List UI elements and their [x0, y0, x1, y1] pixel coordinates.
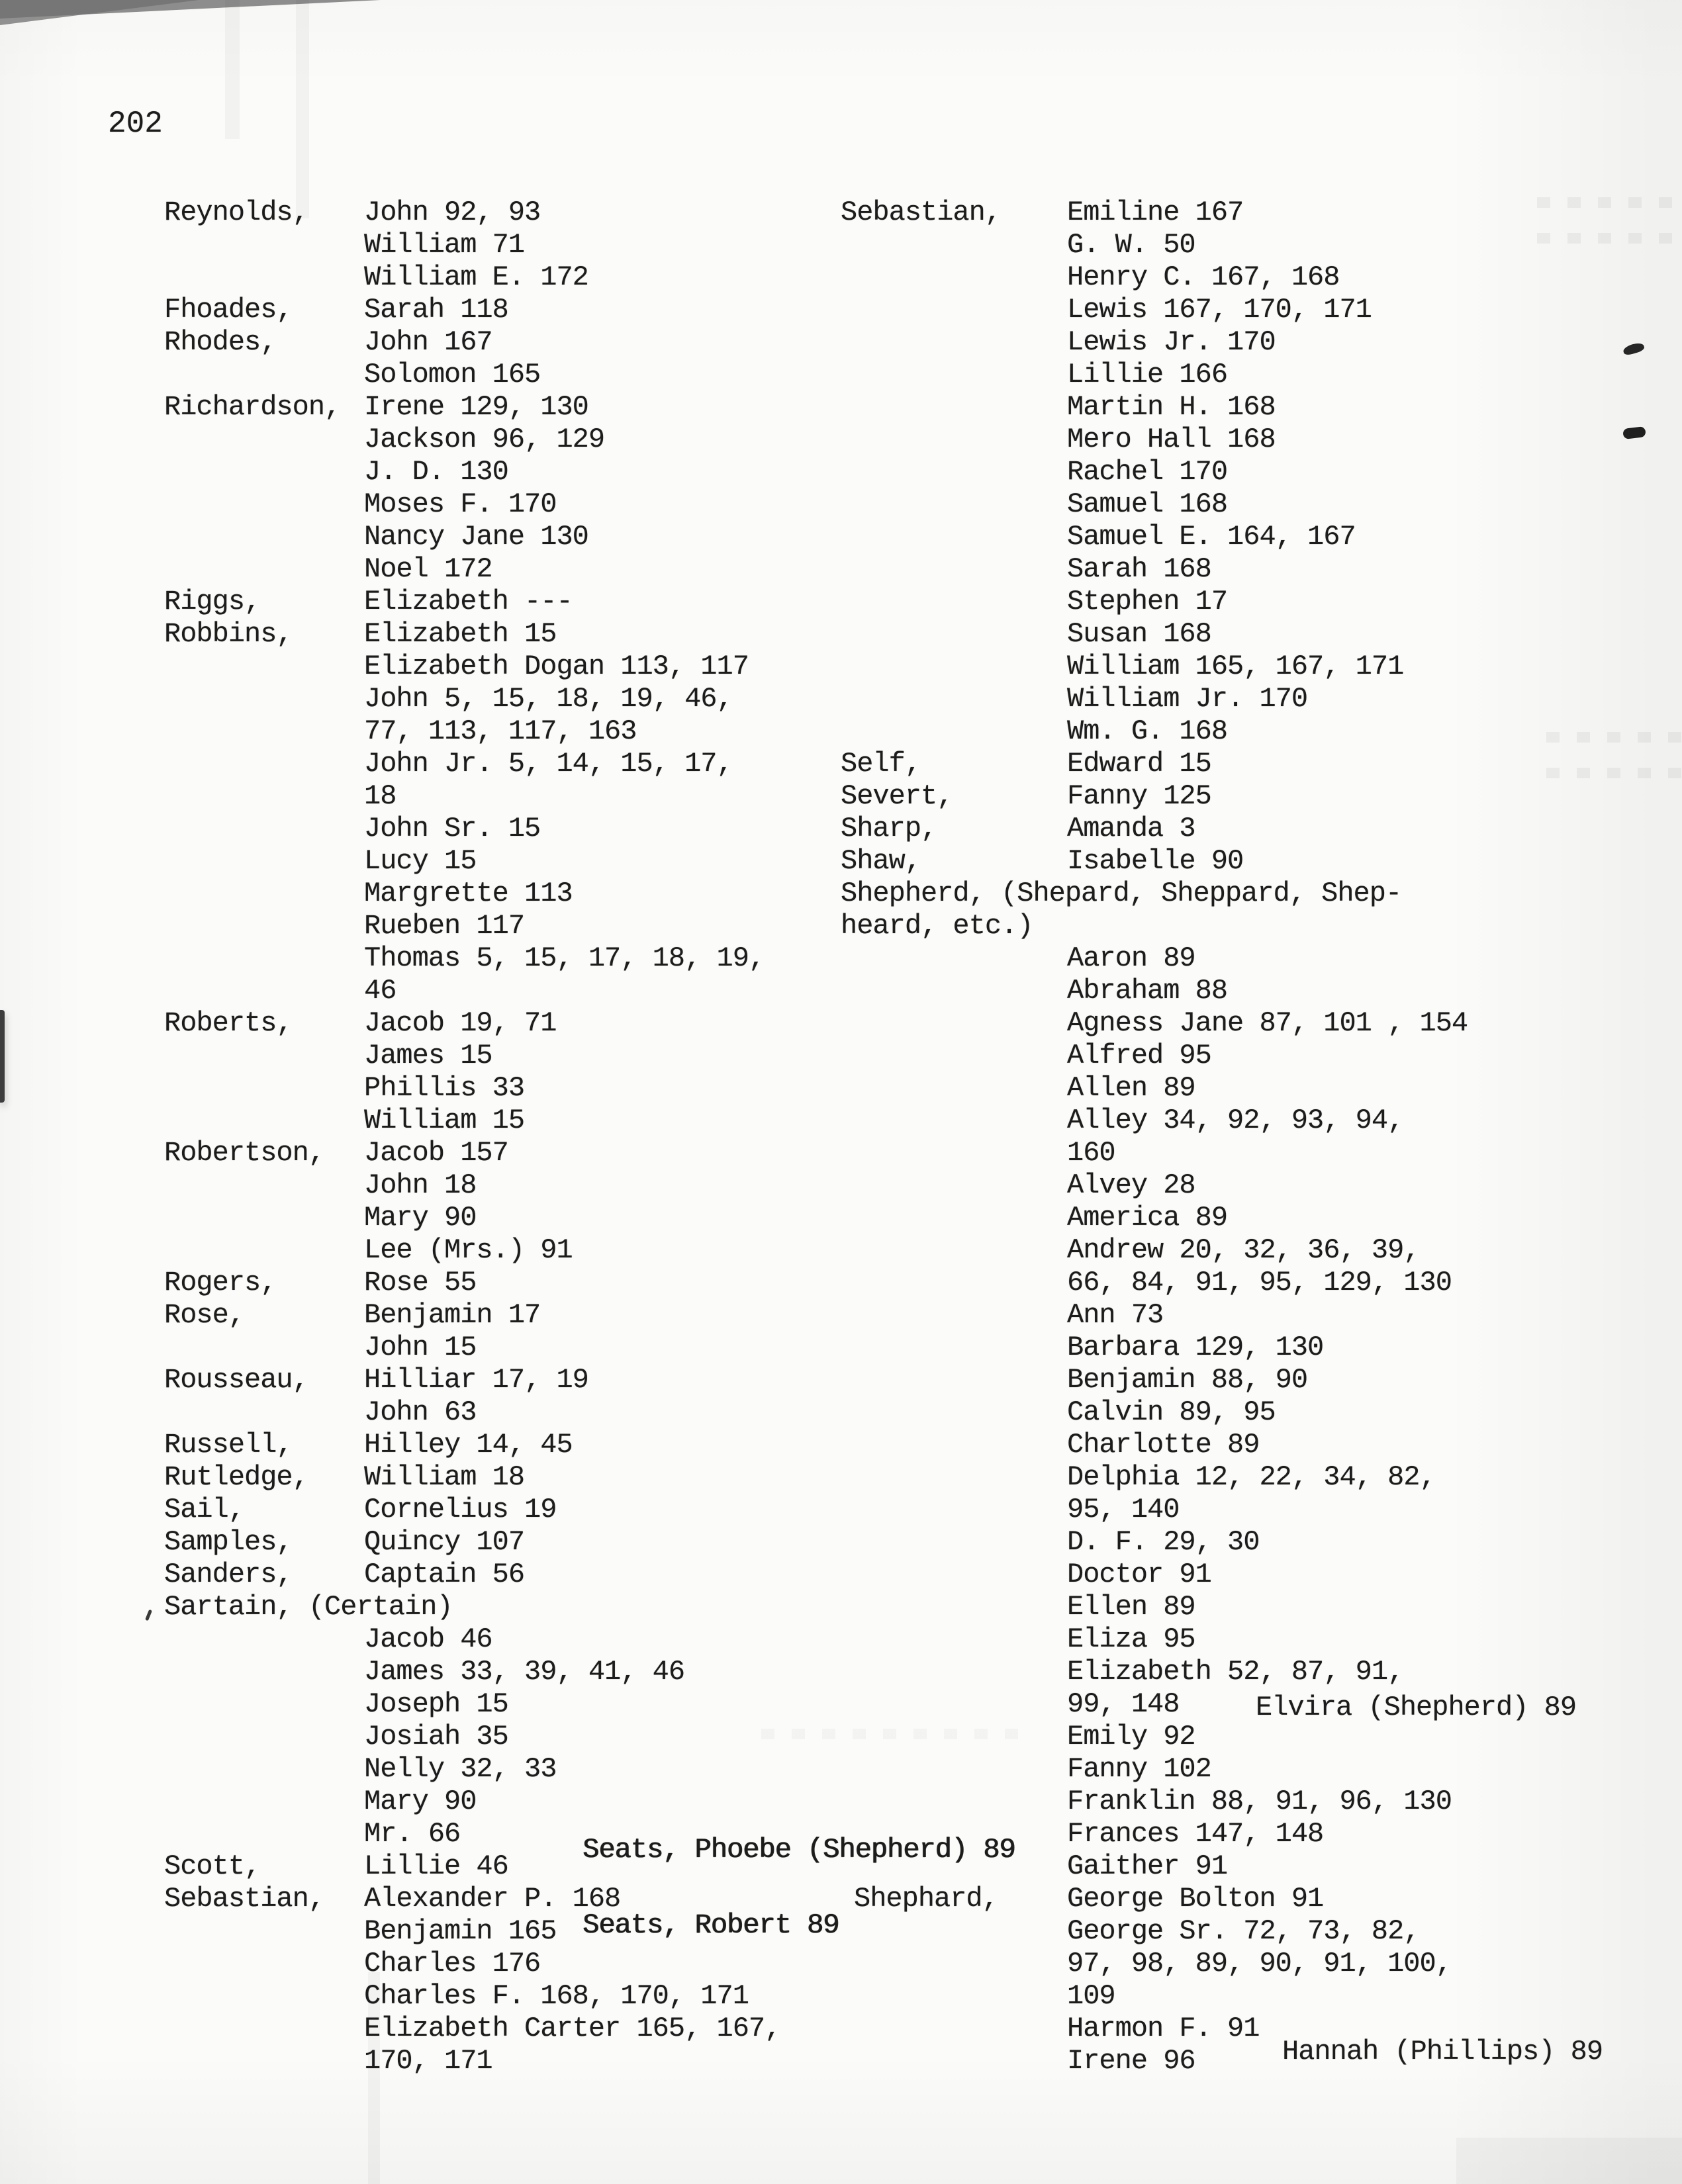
- given-names-cell: John 92, 93: [364, 197, 541, 228]
- given-names-cell: Agness Jane 87, 101 , 154: [1067, 1007, 1468, 1039]
- index-row: [164, 910, 826, 942]
- given-names-cell: Fanny 125: [1067, 780, 1211, 812]
- given-names-cell: Fanny 102: [1067, 1753, 1211, 1785]
- index-row: [164, 1040, 826, 1072]
- given-names-cell: Joseph 15: [364, 1688, 508, 1720]
- index-row: [164, 1234, 826, 1267]
- surname-cell: Russell,: [164, 1429, 293, 1461]
- index-row: [164, 229, 826, 261]
- index-row: [164, 878, 826, 910]
- index-row: [841, 1656, 1635, 1688]
- surname-cell: Sartain, (Certain): [164, 1591, 453, 1623]
- given-names-cell: Elizabeth Dogan 113, 117: [364, 651, 749, 682]
- index-row: [841, 651, 1635, 683]
- given-names-cell: Sarah 118: [364, 294, 508, 326]
- surname-cell: Rose,: [164, 1299, 245, 1331]
- given-names-cell: G. W. 50: [1067, 229, 1195, 261]
- index-row: [841, 878, 1635, 910]
- index-row: [841, 1040, 1635, 1072]
- given-names-cell: Elizabeth Carter 165, 167,: [364, 2013, 781, 2044]
- index-row: [841, 553, 1635, 586]
- given-names-cell: John Sr. 15: [364, 813, 541, 844]
- index-row: [841, 1105, 1635, 1137]
- index-row: [164, 586, 826, 618]
- index-row: [841, 1396, 1635, 1429]
- index-row: [841, 1267, 1635, 1299]
- surname-cell: Sebastian,: [164, 1883, 325, 1915]
- given-names-cell: Edward 15: [1067, 748, 1211, 780]
- given-names-cell: Jackson 96, 129: [364, 424, 605, 455]
- given-names-cell: John 63: [364, 1396, 477, 1428]
- given-names-cell: James 15: [364, 1040, 492, 1071]
- index-row: [164, 2013, 826, 2045]
- given-names-cell: Abraham 88: [1067, 975, 1228, 1007]
- index-row: [164, 1688, 826, 1721]
- surname-cell: Riggs,: [164, 586, 261, 617]
- given-names-cell: Elizabeth 15: [364, 618, 557, 650]
- index-row: [164, 1494, 826, 1526]
- given-names-cell: Alvey 28: [1067, 1169, 1195, 1201]
- index-row: [841, 1559, 1635, 1591]
- given-names-cell: 99, 148: [1067, 1688, 1180, 1720]
- scan-artifact-top-wedge-dark: [0, 0, 199, 25]
- index-row: [841, 1623, 1635, 1656]
- given-names-cell: 97, 98, 89, 90, 91, 100,: [1067, 1948, 1452, 1979]
- index-row: [164, 780, 826, 813]
- index-row: [164, 197, 826, 229]
- index-row: [164, 1753, 826, 1786]
- surname-cell: Robbins,: [164, 618, 293, 650]
- given-names-cell: America 89: [1067, 1202, 1228, 1234]
- given-names-cell: Barbara 129, 130: [1067, 1332, 1324, 1363]
- given-names-cell: John 167: [364, 326, 492, 358]
- index-row: [841, 1980, 1635, 2013]
- index-row: [164, 1202, 826, 1234]
- surname-cell: Rogers,: [164, 1267, 277, 1298]
- given-names-cell: Mr. 66: [364, 1818, 461, 1850]
- given-names-cell: Isabelle 90: [1067, 845, 1244, 877]
- given-names-cell: Amanda 3: [1067, 813, 1195, 844]
- index-row: [164, 1396, 826, 1429]
- given-names-cell: Phillis 33: [364, 1072, 525, 1104]
- given-names-cell: Calvin 89, 95: [1067, 1396, 1276, 1428]
- surname-cell: Rutledge,: [164, 1461, 308, 1493]
- elvira-insert: Elvira (Shepherd) 89: [1256, 1692, 1577, 1723]
- scan-artifact-left-edge-mark: [0, 1010, 5, 1103]
- given-names-cell: Rueben 117: [364, 910, 525, 942]
- given-names-cell: Benjamin 165: [364, 1915, 557, 1947]
- given-names-cell: 170, 171: [364, 2045, 492, 2077]
- index-row: [164, 618, 826, 651]
- index-row: [841, 261, 1635, 294]
- given-names-cell: Lewis 167, 170, 171: [1067, 294, 1372, 326]
- given-names-cell: Moses F. 170: [364, 488, 557, 520]
- index-row: [841, 910, 1635, 942]
- given-names-cell: Wm. G. 168: [1067, 715, 1228, 747]
- index-row: [841, 456, 1635, 488]
- given-names-cell: Noel 172: [364, 553, 492, 585]
- surname-cell: Shephard,: [854, 1883, 998, 1915]
- index-row: [841, 1461, 1635, 1494]
- given-names-cell: Susan 168: [1067, 618, 1211, 650]
- index-row: [841, 521, 1635, 553]
- index-row: [841, 845, 1635, 878]
- index-row: [841, 197, 1635, 229]
- index-row: [164, 715, 826, 748]
- given-names-cell: Allen 89: [1067, 1072, 1195, 1104]
- index-row: [841, 1429, 1635, 1461]
- given-names-cell: 109: [1067, 1980, 1115, 2012]
- index-row: [841, 618, 1635, 651]
- given-names-cell: Josiah 35: [364, 1721, 508, 1752]
- given-names-cell: Nelly 32, 33: [364, 1753, 557, 1785]
- index-row: [841, 1721, 1635, 1753]
- given-names-cell: Samuel 168: [1067, 488, 1228, 520]
- given-names-cell: 77, 113, 117, 163: [364, 715, 637, 747]
- index-row: [841, 1007, 1635, 1040]
- given-names-cell: Irene 96: [1067, 2045, 1195, 2077]
- index-row: [164, 1591, 826, 1623]
- given-names-cell: Nancy Jane 130: [364, 521, 588, 553]
- index-row: [841, 1234, 1635, 1267]
- index-row: [164, 521, 826, 553]
- given-names-cell: Thomas 5, 15, 17, 18, 19,: [364, 942, 765, 974]
- seats-insert-line: Seats, Phoebe (Shepherd) 89: [583, 1834, 1015, 1866]
- surname-cell: Fhoades,: [164, 294, 293, 326]
- hannah-insert: Hannah (Phillips) 89: [1282, 2036, 1603, 2068]
- surname-cell: Roberts,: [164, 1007, 293, 1039]
- surname-cell: Shaw,: [841, 845, 921, 877]
- index-row: [164, 326, 826, 359]
- given-names-cell: D. F. 29, 30: [1067, 1526, 1260, 1558]
- surname-cell: Severt,: [841, 780, 953, 812]
- given-names-cell: William Jr. 170: [1067, 683, 1308, 715]
- given-names-cell: William E. 172: [364, 261, 588, 293]
- surname-cell: Rhodes,: [164, 326, 277, 358]
- index-row: [164, 1623, 826, 1656]
- given-names-cell: Henry C. 167, 168: [1067, 261, 1340, 293]
- given-names-cell: Doctor 91: [1067, 1559, 1211, 1590]
- given-names-cell: William 71: [364, 229, 525, 261]
- given-names-cell: 18: [364, 780, 397, 812]
- index-row: [164, 553, 826, 586]
- given-names-cell: Eliza 95: [1067, 1623, 1195, 1655]
- given-names-cell: William 15: [364, 1105, 525, 1136]
- index-row: [164, 359, 826, 391]
- surname-cell: Sebastian,: [841, 197, 1002, 228]
- index-row: [841, 424, 1635, 456]
- given-names-cell: Lillie 166: [1067, 359, 1228, 390]
- index-row: [164, 488, 826, 521]
- index-row: [841, 1591, 1635, 1623]
- given-names-cell: Sarah 168: [1067, 553, 1211, 585]
- given-names-cell: John 15: [364, 1332, 477, 1363]
- index-row: [164, 813, 826, 845]
- index-row: [164, 1105, 826, 1137]
- given-names-cell: Rachel 170: [1067, 456, 1228, 488]
- scan-artifact-stray-tick: [145, 1610, 152, 1621]
- given-names-cell: Charlotte 89: [1067, 1429, 1260, 1461]
- given-names-cell: Delphia 12, 22, 34, 82,: [1067, 1461, 1436, 1493]
- index-row: [841, 1169, 1635, 1202]
- given-names-cell: Ellen 89: [1067, 1591, 1195, 1623]
- given-names-cell: Harmon F. 91: [1067, 2013, 1260, 2044]
- surname-cell: Self,: [841, 748, 921, 780]
- surname-cell: Shepherd, (Shepard, Sheppard, Shep-: [841, 878, 1402, 909]
- given-names-cell: Jacob 157: [364, 1137, 508, 1169]
- index-row: [164, 1461, 826, 1494]
- given-names-cell: Elizabeth 52, 87, 91,: [1067, 1656, 1404, 1688]
- given-names-cell: Hilley 14, 45: [364, 1429, 573, 1461]
- given-names-cell: Alfred 95: [1067, 1040, 1211, 1071]
- given-names-cell: Mary 90: [364, 1202, 477, 1234]
- seats-insert: [583, 1787, 1015, 1963]
- given-names-cell: Mero Hall 168: [1067, 424, 1276, 455]
- given-names-cell: Rose 55: [364, 1267, 477, 1298]
- index-row: [164, 1526, 826, 1559]
- index-row: [164, 1656, 826, 1688]
- seats-insert-line: Seats, Robert 89: [583, 1909, 839, 1941]
- given-names-cell: Benjamin 17: [364, 1299, 541, 1331]
- index-row: [841, 1072, 1635, 1105]
- surname-cell: heard, etc.): [841, 910, 1033, 942]
- given-names-cell: Ann 73: [1067, 1299, 1164, 1331]
- index-row: [841, 683, 1635, 715]
- given-names-cell: John 5, 15, 18, 19, 46,: [364, 683, 733, 715]
- index-row: [164, 1364, 826, 1396]
- given-names-cell: Emiline 167: [1067, 197, 1244, 228]
- index-row: [841, 294, 1635, 326]
- index-row: [841, 359, 1635, 391]
- index-row: [841, 1299, 1635, 1332]
- given-names-cell: 66, 84, 91, 95, 129, 130: [1067, 1267, 1452, 1298]
- index-row: [841, 1137, 1635, 1169]
- surname-cell: Sharp,: [841, 813, 937, 844]
- given-names-cell: Quincy 107: [364, 1526, 525, 1558]
- index-row: [164, 748, 826, 780]
- given-names-cell: 160: [1067, 1137, 1115, 1169]
- given-names-cell: Frances 147, 148: [1067, 1818, 1324, 1850]
- given-names-cell: Mary 90: [364, 1786, 477, 1817]
- index-row: [841, 813, 1635, 845]
- given-names-cell: Irene 129, 130: [364, 391, 588, 423]
- index-row: [841, 1332, 1635, 1364]
- surname-cell: Robertson,: [164, 1137, 325, 1169]
- surname-cell: Reynolds,: [164, 197, 308, 228]
- index-row: [164, 1007, 826, 1040]
- index-row: [841, 1526, 1635, 1559]
- index-row: [164, 1559, 826, 1591]
- index-row: [841, 715, 1635, 748]
- given-names-cell: Lewis Jr. 170: [1067, 326, 1276, 358]
- scan-artifact-streak: [225, 0, 240, 139]
- index-row: [164, 391, 826, 424]
- index-row: [164, 1267, 826, 1299]
- given-names-cell: Emily 92: [1067, 1721, 1195, 1752]
- given-names-cell: Hilliar 17, 19: [364, 1364, 588, 1396]
- index-row: [841, 1364, 1635, 1396]
- given-names-cell: William 18: [364, 1461, 525, 1493]
- given-names-cell: Franklin 88, 91, 96, 130: [1067, 1786, 1452, 1817]
- index-row: [841, 975, 1635, 1007]
- index-row: [841, 1202, 1635, 1234]
- given-names-cell: Captain 56: [364, 1559, 525, 1590]
- given-names-cell: Cornelius 19: [364, 1494, 557, 1525]
- index-row: [164, 1980, 826, 2013]
- index-row: [164, 1429, 826, 1461]
- surname-cell: Sanders,: [164, 1559, 293, 1590]
- given-names-cell: Margrette 113: [364, 878, 573, 909]
- given-names-cell: Andrew 20, 32, 36, 39,: [1067, 1234, 1420, 1266]
- given-names-cell: James 33, 39, 41, 46: [364, 1656, 685, 1688]
- given-names-cell: George Sr. 72, 73, 82,: [1067, 1915, 1420, 1947]
- index-row: [164, 651, 826, 683]
- index-row: [841, 229, 1635, 261]
- given-names-cell: Lee (Mrs.) 91: [364, 1234, 573, 1266]
- index-row: [164, 1332, 826, 1364]
- scan-artifact-corner-smudge: [1456, 2138, 1682, 2184]
- given-names-cell: Alley 34, 92, 93, 94,: [1067, 1105, 1404, 1136]
- index-row: [164, 1169, 826, 1202]
- given-names-cell: Charles 176: [364, 1948, 541, 1979]
- index-row: [164, 424, 826, 456]
- index-row: [164, 294, 826, 326]
- index-row: [164, 2045, 826, 2077]
- index-row: [841, 586, 1635, 618]
- given-names-cell: Aaron 89: [1067, 942, 1195, 974]
- surname-cell: Samples,: [164, 1526, 293, 1558]
- index-row: [164, 683, 826, 715]
- index-row: [164, 942, 826, 975]
- given-names-cell: Lucy 15: [364, 845, 477, 877]
- index-row: [841, 1753, 1635, 1786]
- given-names-cell: William 165, 167, 171: [1067, 651, 1404, 682]
- index-row: [164, 975, 826, 1007]
- given-names-cell: Jacob 46: [364, 1623, 492, 1655]
- index-row: [841, 748, 1635, 780]
- given-names-cell: Gaither 91: [1067, 1850, 1228, 1882]
- given-names-cell: 95, 140: [1067, 1494, 1180, 1525]
- given-names-cell: Elizabeth ---: [364, 586, 573, 617]
- surname-cell: Scott,: [164, 1850, 261, 1882]
- index-row: [164, 845, 826, 878]
- page-number: 202: [108, 107, 163, 141]
- given-names-cell: J. D. 130: [364, 456, 508, 488]
- given-names-cell: George Bolton 91: [1067, 1883, 1324, 1915]
- given-names-cell: Charles F. 168, 170, 171: [364, 1980, 749, 2012]
- surname-cell: Rousseau,: [164, 1364, 308, 1396]
- index-row: [164, 1072, 826, 1105]
- given-names-cell: Lillie 46: [364, 1850, 508, 1882]
- given-names-cell: Martin H. 168: [1067, 391, 1276, 423]
- index-row: [841, 942, 1635, 975]
- index-row: [164, 456, 826, 488]
- index-row: [841, 780, 1635, 813]
- index-row: [841, 1494, 1635, 1526]
- index-row: [164, 1299, 826, 1332]
- index-row: [164, 261, 826, 294]
- index-row: [841, 326, 1635, 359]
- given-names-cell: John Jr. 5, 14, 15, 17,: [364, 748, 733, 780]
- given-names-cell: Benjamin 88, 90: [1067, 1364, 1308, 1396]
- surname-cell: Richardson,: [164, 391, 341, 423]
- given-names-cell: Jacob 19, 71: [364, 1007, 557, 1039]
- given-names-cell: Alexander P. 168: [364, 1883, 621, 1915]
- given-names-cell: John 18: [364, 1169, 477, 1201]
- scan-artifact-streak: [296, 0, 309, 218]
- surname-cell: Sail,: [164, 1494, 245, 1525]
- given-names-cell: Stephen 17: [1067, 586, 1228, 617]
- index-row: [164, 1137, 826, 1169]
- given-names-cell: Samuel E. 164, 167: [1067, 521, 1356, 553]
- given-names-cell: Solomon 165: [364, 359, 541, 390]
- index-row: [841, 391, 1635, 424]
- given-names-cell: 46: [364, 975, 397, 1007]
- index-row: [841, 488, 1635, 521]
- index-row: [164, 1721, 826, 1753]
